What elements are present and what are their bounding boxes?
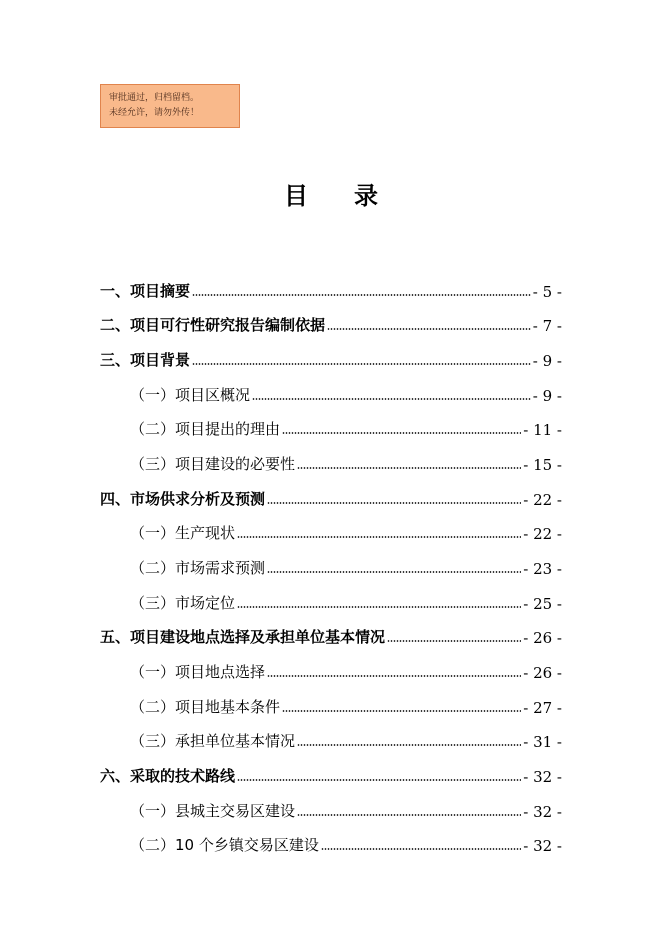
toc-entry-label: （一）县城主交易区建设 <box>130 802 296 820</box>
toc-entry-label: （二）市场需求预测 <box>130 559 266 577</box>
toc-entry-page: - 23 - <box>523 560 562 578</box>
toc-entry[interactable] <box>130 727 562 751</box>
toc-entry-label: （三）项目建设的必要性 <box>130 455 296 473</box>
toc-leader <box>282 710 521 712</box>
toc-leader <box>192 294 531 296</box>
toc-entry-label: 三、项目背景 <box>100 351 191 369</box>
toc-entry[interactable] <box>130 450 562 474</box>
toc-entry-label: 一、项目摘要 <box>100 282 191 300</box>
toc-leader <box>237 536 521 538</box>
toc-entry-page: - 25 - <box>523 595 562 613</box>
toc-entry[interactable] <box>130 797 562 821</box>
toc-entry-page: - 5 - <box>532 283 562 301</box>
toc-leader <box>321 848 521 850</box>
toc-entry-label: 二、项目可行性研究报告编制依据 <box>100 316 326 334</box>
toc-leader <box>267 675 521 677</box>
toc-entry-label: （一）项目地点选择 <box>130 663 266 681</box>
toc-entry[interactable] <box>100 311 562 335</box>
toc-entry[interactable] <box>130 554 562 578</box>
toc-entry[interactable] <box>100 346 562 370</box>
toc-entry[interactable] <box>130 415 562 439</box>
toc-entry-page: - 22 - <box>523 491 562 509</box>
toc-entry-page: - 27 - <box>523 699 562 717</box>
toc-entry[interactable] <box>130 693 562 717</box>
toc-entry[interactable] <box>130 381 562 405</box>
toc-leader <box>387 640 521 642</box>
toc-entry[interactable] <box>100 277 562 301</box>
toc-entry-label: （三）市场定位 <box>130 594 236 612</box>
toc-entry[interactable] <box>100 762 562 786</box>
toc-entry-label: 五、项目建设地点选择及承担单位基本情况 <box>100 628 386 646</box>
toc-leader <box>267 502 521 504</box>
toc-entry-page: - 11 - <box>523 421 562 439</box>
toc-entry-page: - 32 - <box>523 768 562 786</box>
title-char-2: 录 <box>354 181 378 210</box>
toc-entry[interactable] <box>100 623 562 647</box>
stamp-line-1: 审批通过，归档留档。 <box>109 93 200 103</box>
toc-leader <box>237 779 521 781</box>
toc-entry-label: （一）生产现状 <box>130 524 236 542</box>
toc-leader <box>327 328 531 330</box>
toc-entry[interactable] <box>130 519 562 543</box>
toc-leader <box>297 467 521 469</box>
toc-entry[interactable] <box>100 485 562 509</box>
toc-entry-label: 四、市场供求分析及预测 <box>100 490 266 508</box>
toc-entry-page: - 32 - <box>523 803 562 821</box>
toc-entry-page: - 9 - <box>532 352 562 370</box>
toc-entry-label: 六、采取的技术路线 <box>100 767 236 785</box>
toc-leader <box>267 571 521 573</box>
toc-leader <box>252 398 531 400</box>
toc-entry-page: - 9 - <box>532 387 562 405</box>
page-title <box>0 176 662 211</box>
toc-entry-label: （一）项目区概况 <box>130 386 251 404</box>
toc-leader <box>297 814 521 816</box>
stamp-line-2: 未经允许，请勿外传！ <box>109 108 200 118</box>
toc-entry[interactable] <box>130 658 562 682</box>
toc-entry-page: - 31 - <box>523 733 562 751</box>
toc-entry[interactable] <box>130 831 562 855</box>
toc-entry-label: （二）10 个乡镇交易区建设 <box>130 836 319 854</box>
approval-stamp <box>100 84 240 128</box>
toc-leader <box>192 363 531 365</box>
toc-entry[interactable] <box>130 589 562 613</box>
toc-entry-label: （三）承担单位基本情况 <box>130 732 296 750</box>
toc-entry-page: - 26 - <box>523 664 562 682</box>
toc-leader <box>237 606 521 608</box>
toc-entry-page: - 7 - <box>532 317 562 335</box>
title-char-1: 目 <box>284 181 308 210</box>
toc-entry-page: - 22 - <box>523 525 562 543</box>
toc-leader <box>282 432 521 434</box>
toc-entry-label: （二）项目地基本条件 <box>130 698 281 716</box>
toc-entry-page: - 15 - <box>523 456 562 474</box>
toc-leader <box>297 744 521 746</box>
toc-entry-page: - 26 - <box>523 629 562 647</box>
toc-entry-page: - 32 - <box>523 837 562 855</box>
toc-entry-label: （二）项目提出的理由 <box>130 420 281 438</box>
